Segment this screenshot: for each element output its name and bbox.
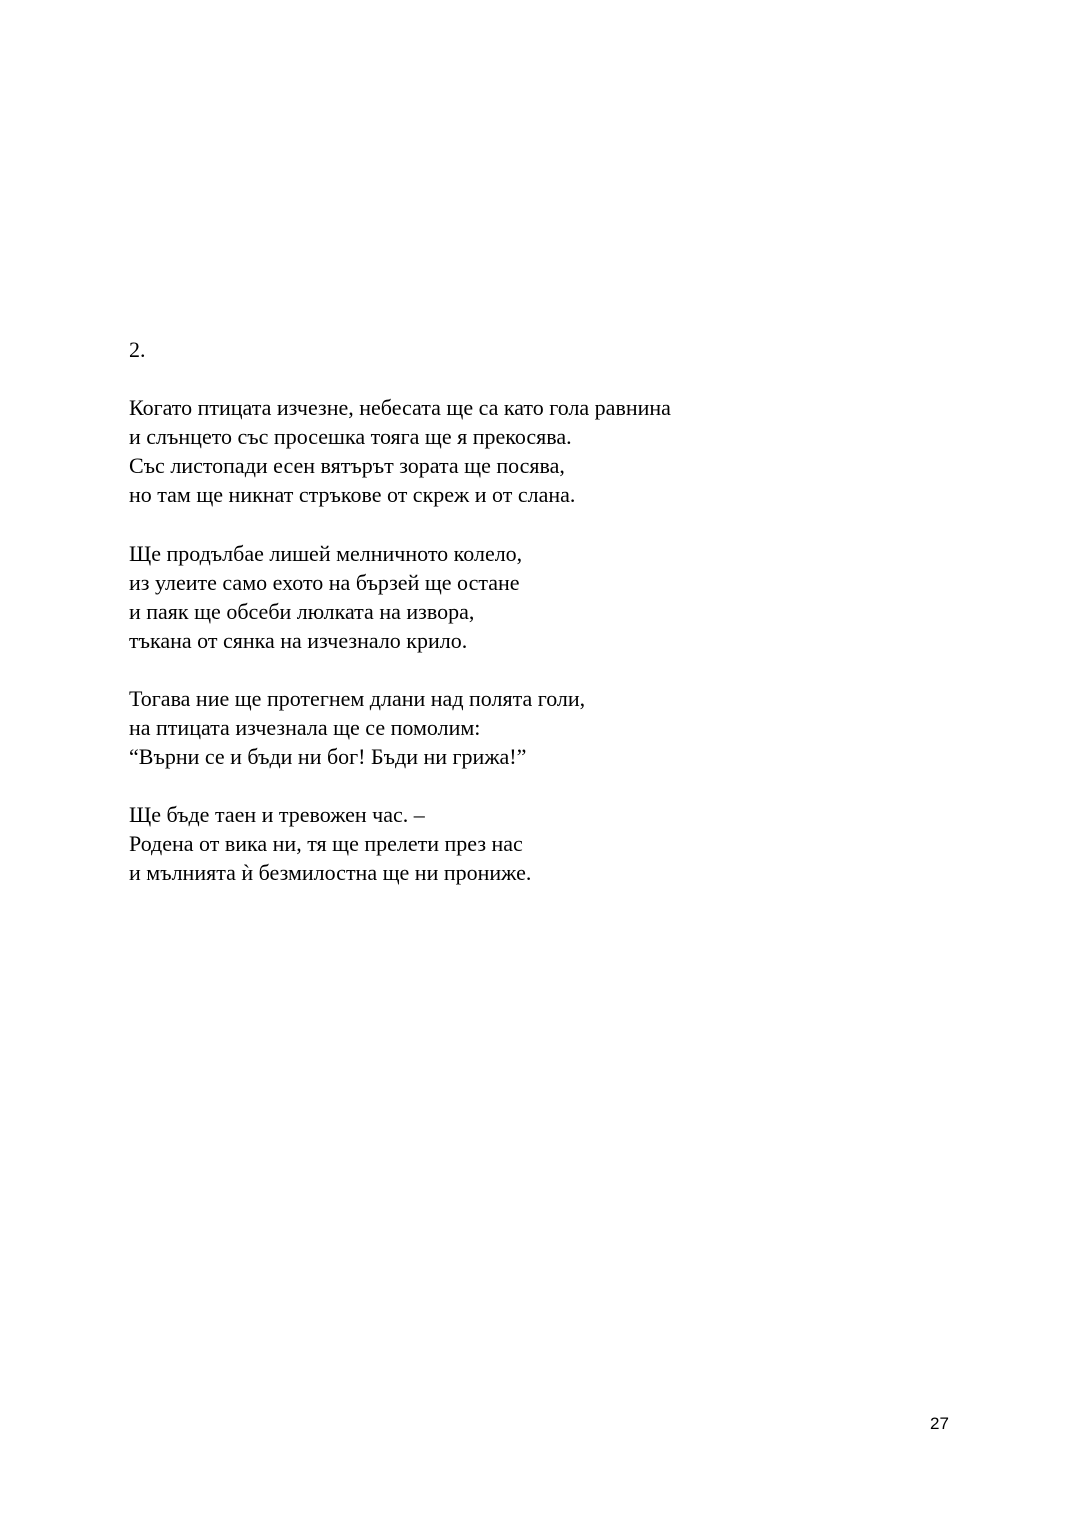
poem-line: Ще продълбае лишей мелничното колело, bbox=[129, 541, 523, 566]
stanza-4 bbox=[129, 800, 531, 887]
poem-number: 2. bbox=[129, 337, 146, 362]
poem-line: Когато птицата изчезне, небесата ще са като гола равнина bbox=[129, 395, 671, 420]
stanza-3 bbox=[129, 684, 585, 771]
stanza-2 bbox=[129, 539, 522, 655]
poem-line: Родена от вика ни, тя ще прелети през нас bbox=[129, 831, 523, 856]
poem-line: и паяк ще обсеби люлката на извора, bbox=[129, 599, 475, 624]
stanza-1 bbox=[129, 393, 671, 509]
poem-line: и мълнията ѝ безмилостна ще ни прониже. bbox=[129, 860, 532, 885]
page-number: 27 bbox=[930, 1414, 949, 1433]
poem-line: но там ще никнат стръкове от скреж и от слана. bbox=[129, 482, 576, 507]
poem-line: на птицата изчезнала ще се помолим: bbox=[129, 715, 481, 740]
poem-line: тъкана от сянка на изчезнало крило. bbox=[129, 628, 468, 653]
poem-line: Със листопади есен вятърът зората ще посява, bbox=[129, 453, 565, 478]
poem-line: Тогава ние ще протегнем длани над полята голи, bbox=[129, 686, 586, 711]
poem-line: “Върни се и бъди ни бог! Бъди ни грижа!” bbox=[129, 744, 527, 769]
poem-line: и слънцето със просешка тояга ще я прекосява. bbox=[129, 424, 572, 449]
poem-line: из улеите само ехото на бързей ще остане bbox=[129, 570, 520, 595]
poem-line: Ще бъде таен и тревожен час. – bbox=[129, 802, 425, 827]
